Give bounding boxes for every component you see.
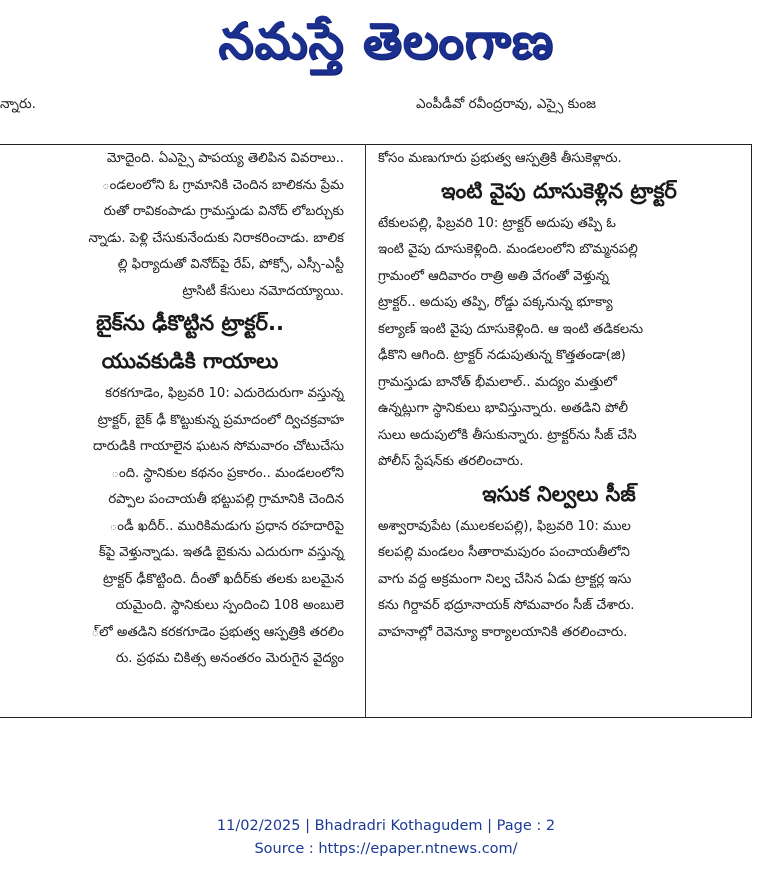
article-line: కోసం మణుగూరు ప్రభుత్వ ఆస్పత్రికి తీసుకెళ్లారు. bbox=[378, 151, 622, 166]
headline-youth-injured: యువకుడికి గాయాలు bbox=[101, 349, 279, 373]
article-line: ట్రాక్టర్.. అదుపు తప్పి, రోడ్డు పక్కనున్న భూక్యా bbox=[378, 295, 613, 310]
article-line: క్‌పై వెళ్తున్నాడు. ఇతడి బైకును ఎదురుగా వస్తున్న bbox=[98, 545, 344, 560]
article-line: న్నాడు. పెళ్లి చేసుకునేందుకు నిరాకరించాడు. బాలిక bbox=[88, 230, 344, 246]
article-line: రు. ప్రథమ చికిత్స అనంతరం మెరుగైన వైద్యం bbox=[115, 651, 344, 666]
article-line: మోదైంది. ఏఎస్సై పాపయ్య తెలిపిన వివరాలు.. bbox=[106, 151, 344, 166]
article-line: అశ్వారావుపేట (ములకలపల్లి), ఫిబ్రవరి 10: ముల bbox=[378, 518, 631, 534]
article-line: ఉన్నట్లుగా స్థానికులు భావిస్తున్నారు. అతడిని పోలీ bbox=[378, 401, 629, 416]
article-line: కల్యాణ్ ఇంటి వైపు దూసుకెళ్లింది. ఆ ఇంటి తడికలను bbox=[378, 321, 644, 337]
article-line: కలపల్లి మండలం సీతారామపురం పంచాయతీలోని bbox=[378, 545, 630, 560]
article-line: రప్పాల పంచాయతీ భట్టుపల్లి గ్రామానికి చెందిన bbox=[108, 492, 344, 507]
left-column bbox=[0, 146, 360, 716]
article-line: ట్రాసిటీ కేసులు నమోదయ్యాయి. bbox=[182, 283, 344, 299]
article-line: వాహనాల్లో రెవెన్యూ కార్యాలయానికి తరలించారు. bbox=[378, 624, 628, 640]
newspaper-masthead: నమస్తే తెలంగాణ bbox=[218, 12, 554, 70]
article-line: గ్రామంలో ఆదివారం రాత్రి అతి వేగంతో వెళ్తున్న bbox=[378, 268, 609, 284]
article-line: టేకులపల్లి, ఫిబ్రవరి 10: ట్రాక్టర్ అదుపు తప్పి ఓ bbox=[378, 215, 616, 231]
article-line: ట్రాక్టర్, బైక్ ఢీ కొట్టుకున్న ప్రమాదంలో ద్విచక్రవాహ bbox=[97, 412, 344, 428]
article-line: ంది. స్థానికుల కథనం ప్రకారం.. మండలంలోని bbox=[111, 465, 344, 481]
column-divider bbox=[365, 144, 366, 718]
article-line: గ్రామస్తుడు బానోత్ భీమలాల్.. మద్యం మత్తులో bbox=[378, 374, 617, 390]
article-line: ండీ ఖదీర్.. మురికిమడుగు ప్రధాన రహదారిపై bbox=[109, 518, 344, 534]
article-line: ఇంటి వైపు దూసుకెళ్లింది. మండలంలోని బొమ్మనపల్లి bbox=[378, 242, 638, 257]
article-line: ఢీకొని ఆగింది. ట్రాక్టర్ నడుపుతున్న కొత్తతండా(జి) bbox=[378, 348, 626, 363]
article-line: ట్రాక్టర్ ఢీకొట్టింది. దీంతో ఖదీర్‌కు తలకు బలమైన bbox=[103, 571, 344, 587]
article-line: పోలీస్ స్టేషన్‌కు తరలించారు. bbox=[378, 454, 524, 469]
article-line: సులు అదుపులోకి తీసుకున్నారు. ట్రాక్టర్‌ను సీజ్ చేసి bbox=[378, 427, 637, 443]
article-line: కరకగూడెం, ఫిబ్రవరి 10: ఎదురెదురుగా వస్తున్న bbox=[105, 386, 344, 401]
footer-date-edition: 11/02/2025 | Bhadradri Kothagudem | Page : 2 bbox=[216, 818, 556, 834]
article-line: ండలంలోని ఓ గ్రామానికి చెందిన బాలికను ప్రేమ bbox=[102, 177, 344, 193]
article-line: ్‌లో అతడిని కరకగూడెం ప్రభుత్వ ఆస్పత్రికి తరలిం bbox=[91, 624, 344, 640]
article-line: కను గిర్దావర్ భద్రూనాయక్ సోమవారం సీజ్ చేశారు. bbox=[378, 598, 635, 613]
headline-sand-seized: ఇసుక నిల్వలు సీజ్ bbox=[482, 481, 636, 506]
right-column bbox=[374, 146, 744, 716]
article-line: యమైంది. స్థానికులు స్పందించి 108 అంబులె bbox=[115, 598, 344, 613]
headline-tractor-house: ఇంటి వైపు దూసుకెళ్లిన ట్రాక్టర్ bbox=[441, 178, 677, 203]
footer-source-link[interactable]: Source : https://epaper.ntnews.com/ bbox=[254, 841, 518, 857]
top-strip-left-text: న్నారు. bbox=[0, 96, 36, 112]
article-line: ల్లి ఫిర్యాదుతో వినోద్‌పై రేప్, పోక్సో, ఎస్సీ-ఎస్టీ bbox=[117, 257, 344, 272]
article-line: వాగు వద్ద అక్రమంగా నిల్వ చేసిన ఏడు ట్రాక్టర్ల ఇసు bbox=[378, 571, 632, 587]
headline-bike-tractor: బైక్‌ను ఢీకొట్టిన ట్రాక్టర్.. bbox=[96, 311, 284, 335]
top-strip-right-text: ఎంపీడీవో రవీంద్రరావు, ఎస్సై కుంజ bbox=[416, 96, 597, 112]
article-line: రుతో రావికంపాడు గ్రామస్తుడు వినోద్ లోబర్చుకు bbox=[103, 204, 344, 219]
article-line: దారుడికి గాయాలైన ఘటన సోమవారం చోటుచేసు bbox=[93, 439, 344, 454]
